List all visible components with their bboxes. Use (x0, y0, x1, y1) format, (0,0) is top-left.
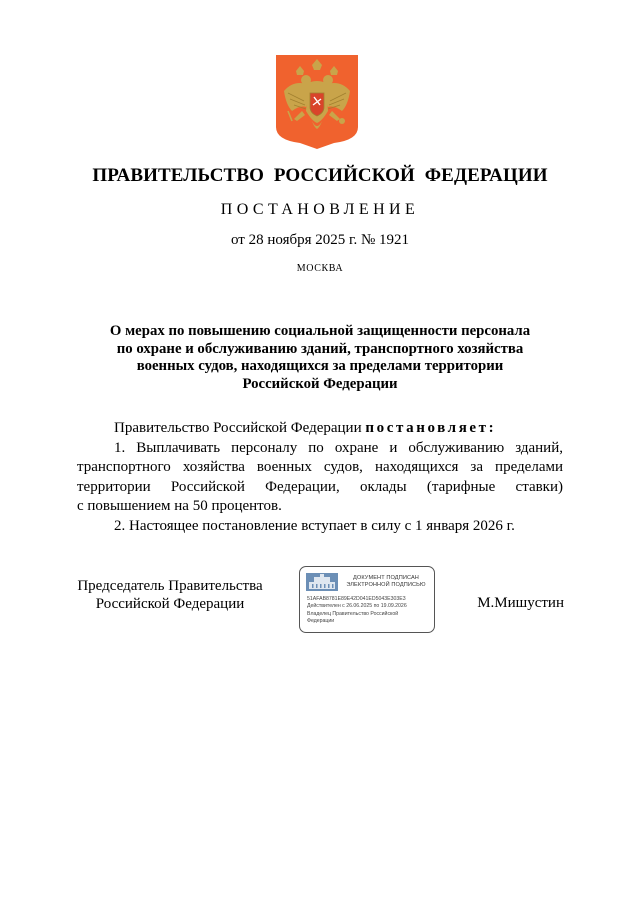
stamp-certificate: 51AFAB8781E89E42D041ED5043E303E3 (307, 596, 406, 602)
position-line: Председатель Правительства (77, 578, 263, 594)
government-building-icon (306, 573, 338, 591)
electronic-signature-stamp (299, 566, 435, 633)
subject-line: по охране и обслуживанию зданий, транспортного хозяйства (116, 340, 524, 357)
intro-paragraph (77, 419, 563, 439)
document-subject (90, 323, 550, 393)
item-1-line: 1. Выплачивать персоналу по охране и обслуживанию зданий, (114, 439, 563, 456)
stamp-validity: Действителен с 26.06.2025 по 19.09.2026 (307, 603, 407, 610)
item-1-line: транспортного хозяйства военных судов, находящихся за пределами (77, 459, 563, 475)
item-2-paragraph: 2. Настоящее постановление вступает в силу с 1 января 2026 г. (114, 517, 515, 534)
item-1-line: с повышением на 50 процентов. (77, 498, 282, 514)
signatory-position (77, 577, 263, 613)
subject-line: военных судов, находящихся за пределами территории (136, 358, 504, 374)
intro-text: Правительство Российской Федерации (114, 420, 362, 436)
document-body (77, 419, 563, 536)
intro-decree-word: постановляет: (365, 420, 497, 436)
subject-line: О мерах по повышению социальной защищенности персонала (109, 323, 531, 339)
document-date-number: от 28 ноября 2025 г. № 1921 (230, 232, 410, 248)
russian-coat-of-arms-icon (276, 55, 358, 149)
government-title: ПРАВИТЕЛЬСТВО РОССИЙСКОЙ ФЕДЕРАЦИИ (92, 165, 548, 186)
item-1-line: территории Российской Федерации, оклады (тарифные ставки) (77, 478, 563, 495)
item-1-paragraph (77, 439, 563, 517)
subject-line: Российской Федерации (242, 375, 398, 392)
document-type: ПОСТАНОВЛЕНИЕ (220, 201, 420, 218)
stamp-owner: Владелец Правительство Российской (307, 610, 399, 617)
stamp-title: ДОКУМЕНТ ПОДПИСАН ЭЛЕКТРОННОЙ ПОДПИСЬЮ (346, 575, 426, 588)
stamp-details (307, 596, 433, 626)
document-city: МОСКВА (296, 263, 344, 274)
position-line: Российской Федерации (95, 596, 245, 612)
stamp-owner: Федерации (307, 618, 335, 625)
signatory-name: М.Мишустин (477, 595, 564, 611)
